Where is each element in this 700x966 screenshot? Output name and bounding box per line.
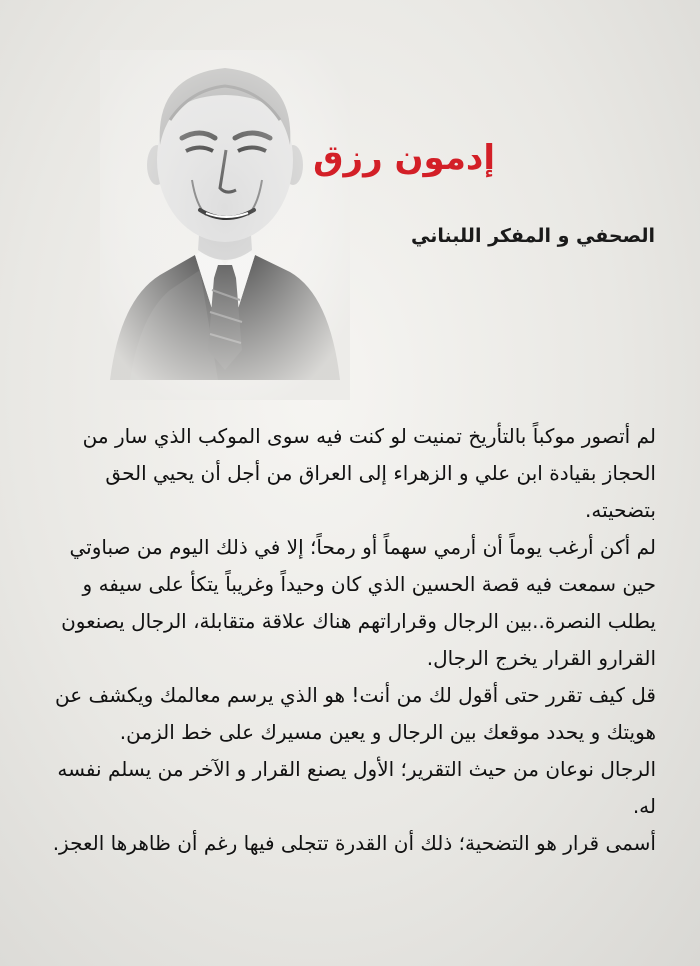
quote-paragraph: لم أكن أرغب يوماً أن أرمي سهماً أو رمحاً؛ إلا في ذلك اليوم من صباوتي حين سمعت فيه قصة الحسين الذي كان وحيداً وغريباً يتكأ على سيفه و يطلب النصرة..بين الرجال وقراراتهم هناك علاقة متقابلة، الرجال يصنعون القرارو القرار يخرج الرجال. xyxy=(61,535,656,670)
quote-paragraph: الرجال نوعان من حيث التقرير؛ الأول يصنع القرار و الآخر من يسلم نفسه له. xyxy=(57,757,656,818)
author-subtitle: الصحفي و المفكر اللبناني xyxy=(411,225,655,247)
quote-body xyxy=(40,418,656,862)
quote-paragraph: أسمى قرار هو التضحية؛ ذلك أن القدرة تتجلى فيها رغم أن ظاهرها العجز. xyxy=(52,831,656,855)
quote-paragraph: قل كيف تقرر حتى أقول لك من أنت! هو الذي يرسم معالمك ويكشف عن هويتك و يحدد موقعك بين الرجال و يعين مسيرك على خط الزمن. xyxy=(55,683,656,744)
quote-paragraph: لم أتصور موكباً بالتأريخ تمنيت لو كنت فيه سوى الموكب الذي سار من الحجاز بقيادة ابن علي و الزهراء إلى العراق من أجل أن يحيي الحق بتضحيته. xyxy=(82,424,656,522)
author-name: إدمون رزق xyxy=(313,138,495,178)
portrait-sketch-icon xyxy=(100,50,350,400)
